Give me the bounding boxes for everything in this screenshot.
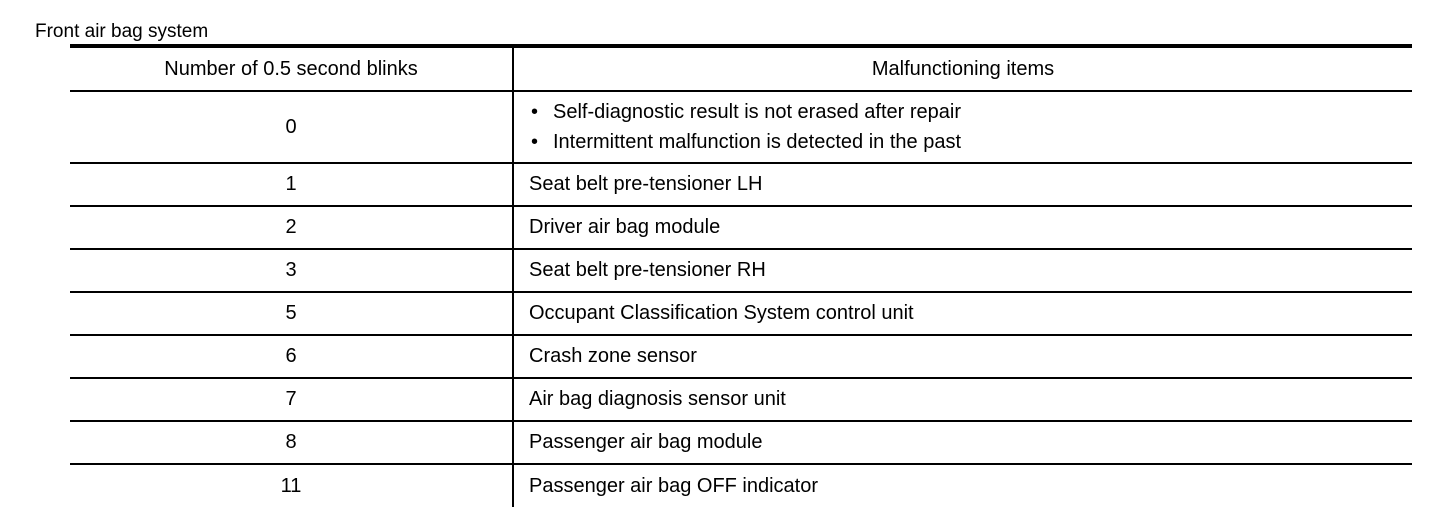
malfunction-item: Driver air bag module xyxy=(529,216,721,238)
malfunction-item: Air bag diagnosis sensor unit xyxy=(529,388,786,410)
malfunction-item: Passenger air bag module xyxy=(529,431,763,453)
blink-code-table xyxy=(70,44,1412,507)
column-header-blinks: Number of 0.5 second blinks xyxy=(70,48,514,90)
blink-count: 0 xyxy=(70,92,514,162)
malfunction-item xyxy=(514,92,1412,162)
table-row xyxy=(70,422,1412,465)
blink-count: 2 xyxy=(70,207,514,248)
malfunction-item: Passenger air bag OFF indicator xyxy=(529,474,819,497)
malfunction-item: Crash zone sensor xyxy=(529,345,697,367)
blink-count: 3 xyxy=(70,250,514,291)
list-item: • Intermittent malfunction is detected in the past xyxy=(529,127,961,157)
column-header-items: Malfunctioning items xyxy=(871,57,1055,80)
table-row xyxy=(70,207,1412,250)
table-caption: Front air bag system xyxy=(35,21,209,42)
malfunction-bullet-list xyxy=(529,97,961,157)
blink-count: 5 xyxy=(70,293,514,334)
malfunction-item: Occupant Classification System control unit xyxy=(529,302,914,324)
table-header-row xyxy=(70,48,1412,92)
list-item: • Self-diagnostic result is not erased after repair xyxy=(529,97,961,127)
table-row xyxy=(70,379,1412,422)
table-row xyxy=(70,250,1412,293)
blink-count: 11 xyxy=(70,465,514,507)
blink-count: 7 xyxy=(70,379,514,420)
blink-count: 8 xyxy=(70,422,514,463)
table-row xyxy=(70,465,1412,507)
table-row xyxy=(70,92,1412,164)
malfunction-item: Seat belt pre-tensioner LH xyxy=(529,173,763,195)
table-row xyxy=(70,336,1412,379)
table-row xyxy=(70,293,1412,336)
blink-count: 1 xyxy=(70,164,514,205)
blink-count: 6 xyxy=(70,336,514,377)
malfunction-item: Seat belt pre-tensioner RH xyxy=(529,259,766,281)
table-row xyxy=(70,164,1412,207)
